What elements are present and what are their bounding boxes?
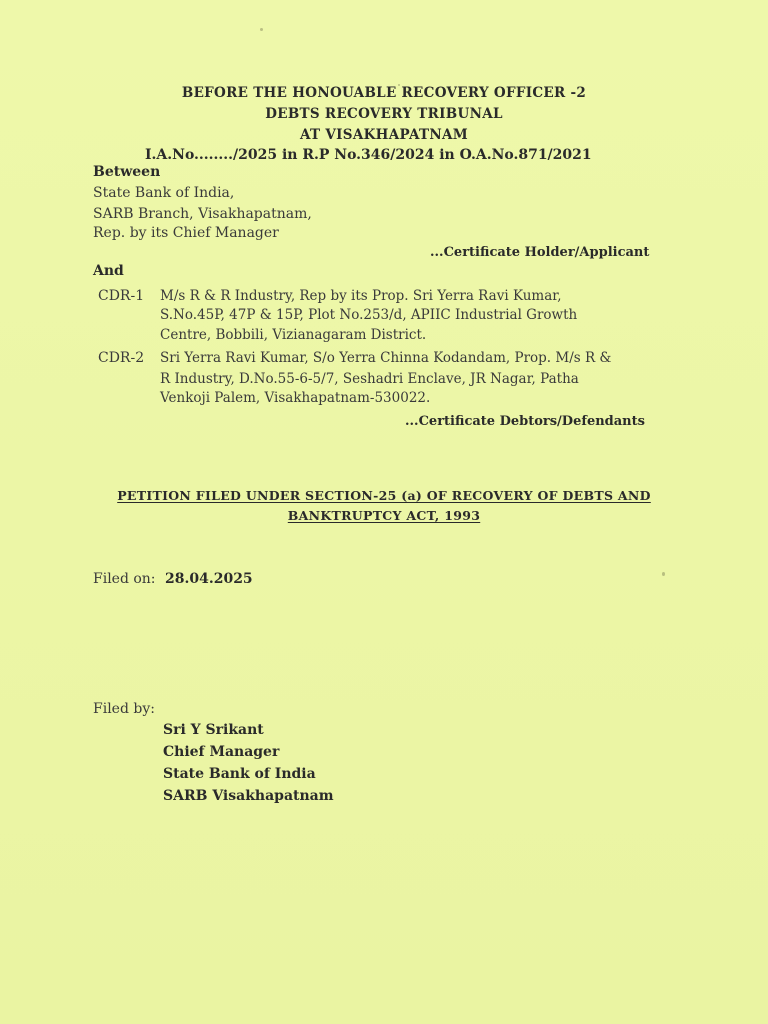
filed-by-label: Filed by:: [93, 701, 155, 717]
scan-speck: [662, 572, 665, 576]
cdr2-line-3: Venkoji Palem, Visakhapatnam-530022.: [160, 390, 431, 406]
case-reference: I.A.No......../2025 in R.P No.346/2024 in O.A.No.871/2021: [145, 147, 592, 163]
defendants-role: ...Certificate Debtors/Defendants: [405, 414, 645, 429]
filed-on-date: 28.04.2025: [165, 571, 253, 587]
cdr1-line-3: Centre, Bobbili, Vizianagaram District.: [160, 327, 427, 343]
applicant-line-2: SARB Branch, Visakhapatnam,: [93, 206, 312, 222]
cdr1-label: CDR-1: [98, 288, 145, 304]
between-label: Between: [93, 164, 161, 180]
header-line-3: AT VISAKHAPATNAM: [300, 127, 468, 143]
filer-designation: Chief Manager: [163, 744, 280, 760]
petition-title-line-2: BANKTRUPTCY ACT, 1993: [287, 508, 481, 523]
cdr2-label: CDR-2: [98, 350, 145, 366]
applicant-role: ...Certificate Holder/Applicant: [430, 245, 650, 260]
header-line-2: DEBTS RECOVERY TRIBUNAL: [265, 106, 503, 122]
cdr1-line-1: M/s R & R Industry, Rep by its Prop. Sri Yerra Ravi Kumar,: [160, 288, 562, 304]
cdr2-line-2: R Industry, D.No.55-6-5/7, Seshadri Enclave, JR Nagar, Patha: [160, 371, 579, 387]
scan-speck: [260, 28, 263, 31]
filed-on-label: Filed on:: [93, 571, 156, 587]
header-line-1: BEFORE THE HONOUABLE RECOVERY OFFICER -2: [181, 85, 587, 101]
filer-name: Sri Y Srikant: [163, 722, 264, 738]
filer-branch: SARB Visakhapatnam: [163, 788, 334, 804]
and-label: And: [93, 263, 124, 279]
filer-bank: State Bank of India: [163, 766, 316, 782]
applicant-line-3: Rep. by its Chief Manager: [93, 225, 279, 241]
cdr2-line-1: Sri Yerra Ravi Kumar, S/o Yerra Chinna Kodandam, Prop. M/s R &: [160, 350, 612, 366]
applicant-line-1: State Bank of India,: [93, 185, 235, 201]
cdr1-line-2: S.No.45P, 47P & 15P, Plot No.253/d, APIIC Industrial Growth: [160, 307, 578, 323]
petition-title-line-1: PETITION FILED UNDER SECTION-25 (a) OF RECOVERY OF DEBTS AND: [117, 488, 651, 503]
